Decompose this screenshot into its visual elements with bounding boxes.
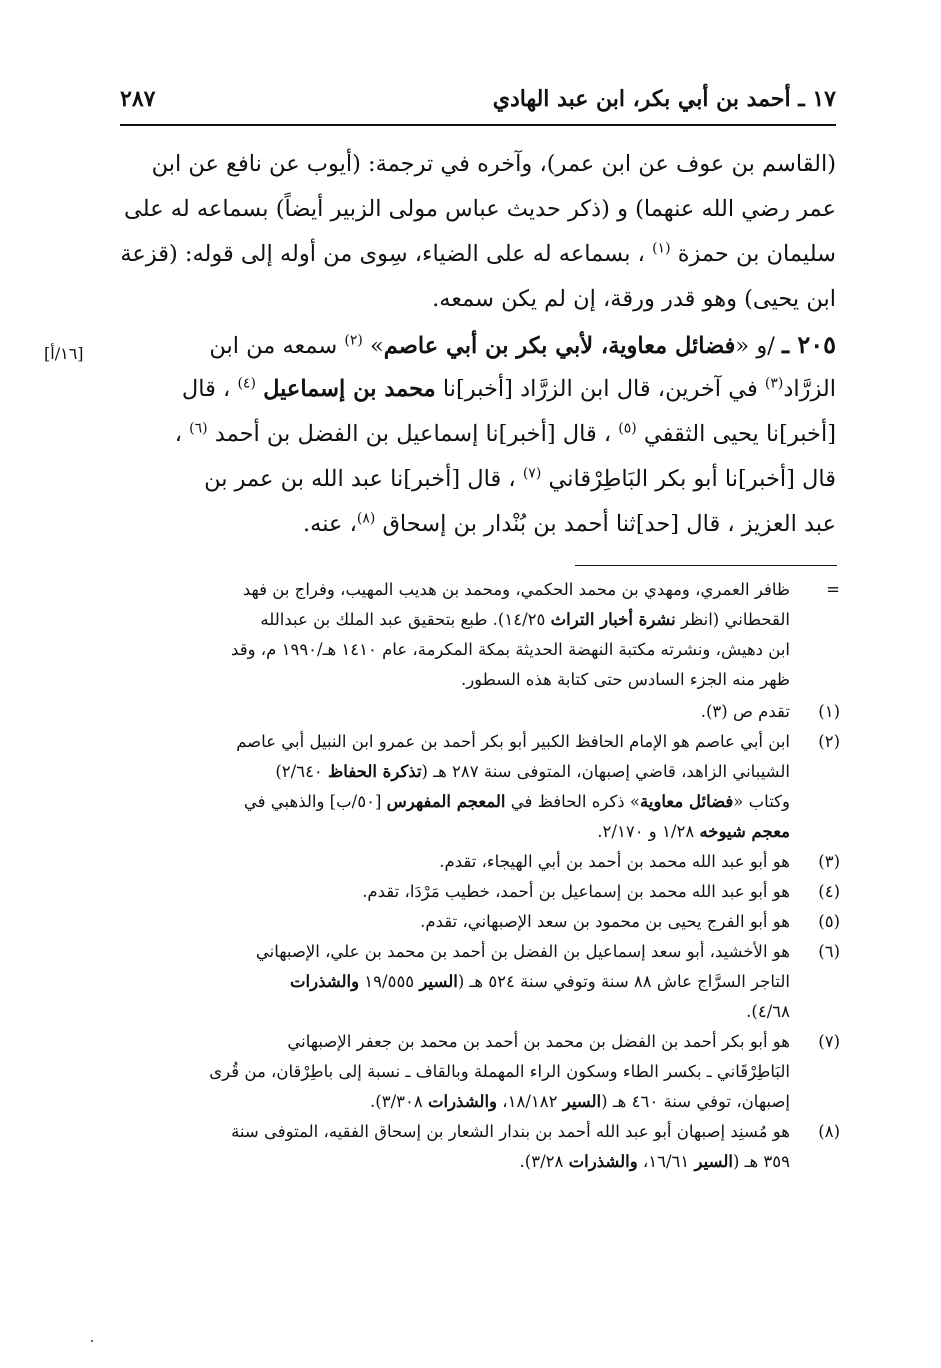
footnote-text	[140, 1027, 790, 1117]
running-header	[120, 80, 836, 120]
text-segment: ١٩/٥٥٥	[359, 972, 420, 991]
margin-folio-note: [١٦/أ]	[44, 344, 84, 363]
footnote-text	[140, 877, 790, 907]
text-segment: ، عنه.	[302, 511, 357, 537]
footnote-3	[140, 847, 840, 877]
footnote-line	[140, 605, 790, 635]
text-segment-bold: السير	[562, 1092, 602, 1111]
footnote-line: هو أبو عبد الله محمد بن أحمد بن أبي الهيجاء، تقدم.	[439, 852, 790, 871]
text-segment: ١٨/١٨٢،	[497, 1092, 563, 1111]
text-line	[140, 412, 836, 457]
text-segment-bold: فضائل معاوية	[640, 792, 734, 811]
text-segment-bold: والشذرات	[427, 1092, 498, 1111]
text-segment: ٢/٦٤٠)	[275, 762, 329, 781]
text-segment: ١٤/٢٥). طبع بتحقيق عبد الملك بن عبدالله	[260, 610, 551, 629]
footnote-number: (١)	[818, 702, 840, 721]
text-line	[140, 277, 836, 322]
footnote-1	[140, 697, 840, 727]
text-line	[140, 367, 836, 412]
footnote-ref-8[interactable]: (٨)	[356, 510, 376, 527]
footnote-line	[140, 757, 790, 787]
text-segment-bold: والشذرات	[290, 972, 360, 991]
footnote-ref-2[interactable]: (٢)	[344, 332, 363, 349]
text-line-content: عمر رضي الله عنهما) و (ذكر حديث عباس مولى الزبير أيضاً) بسماعه له على	[124, 196, 836, 222]
entry-number: ٢٠٥ ـ	[781, 330, 836, 359]
text-line	[140, 457, 836, 502]
footnote-line: هو مُسنِد إصبهان أبو عبد الله أحمد بن بندار الشعار بن إسحاق الفقيه، المتوفى سنة	[231, 1122, 790, 1141]
text-segment: [٥٠/ب] والذهبي في	[243, 792, 387, 811]
text-segment: في آخرين، قال ابن الزرَّاد [أخبر]نا	[442, 376, 758, 402]
footnote-line: ابن أبي عاصم هو الإمام الحافظ الكبير أبو بكر أحمد بن عمرو ابن النبيل أبي عاصم	[236, 732, 790, 751]
text-segment-bold: المعجم المفهرس	[386, 792, 506, 811]
footnote-number: (٢)	[818, 732, 840, 751]
footnote-text	[140, 907, 790, 937]
footnote-number: (٦)	[818, 942, 840, 961]
footnote-line: هو الأخشيد، أبو سعد إسماعيل بن الفضل بن أحمد بن محمد بن علي، الإصبهاني	[255, 942, 790, 961]
footnote-6	[140, 937, 840, 1027]
text-segment: » ذكره الحافظ في	[505, 792, 640, 811]
text-segment: /و «	[735, 333, 775, 359]
text-segment: سليمان بن حمزة	[677, 241, 836, 267]
text-segment: ، بسماعه له على الضياء، سِوى من أوله إلى قوله: (قزعة	[120, 241, 645, 267]
text-line-content: (القاسم بن عوف عن ابن عمر)، وآخره في ترجمة: (أيوب عن نافع عن ابن	[151, 151, 836, 177]
text-segment: إصبهان، توفي سنة ٤٦٠ هـ (	[601, 1092, 790, 1111]
text-segment-bold: معجم شيوخه	[699, 822, 790, 841]
header-title: ١٧ ـ أحمد بن أبي بكر، ابن عبد الهادي	[492, 86, 836, 112]
footnote-4	[140, 877, 840, 907]
footnote-text	[140, 937, 790, 1027]
text-segment: [أخبر]نا يحيى الثقفي	[643, 421, 836, 447]
text-segment: القحطاني (انظر	[675, 610, 790, 629]
footnote-ref-6[interactable]: (٦)	[189, 420, 208, 437]
footnote-line: ظهر منه الجزء السادس حتى كتابة هذه السطور.	[460, 670, 790, 689]
text-segment: ١٦/٦١،	[637, 1152, 695, 1171]
footnote-text	[140, 727, 790, 847]
footnote-line: ظافر العمري، ومهدي بن محمد الحكمي، ومحمد بن هديب المهيب، وفراج بن فهد	[242, 580, 790, 599]
book-title: فضائل معاوية، لأبي بكر بن أبي عاصم	[383, 333, 736, 359]
text-segment: عبد العزيز ، قال [حد]ثنا أحمد بن بُنْدار بن إسحاق	[382, 511, 836, 537]
text-segment: وكتاب «	[733, 792, 790, 811]
footnote-line	[140, 1147, 790, 1177]
text-segment: قال [أخبر]نا أبو بكر البَاطِرْقاني	[548, 466, 836, 492]
footnote-text	[140, 1117, 790, 1177]
footnote-ref-7[interactable]: (٧)	[522, 465, 542, 482]
text-segment-bold: السير	[419, 972, 458, 991]
footnote-number: (٧)	[818, 1032, 840, 1051]
text-line-content: ابن يحيى) وهو قدر ورقة، إن لم يكن سمعه.	[432, 286, 836, 312]
page-number: ٢٨٧	[120, 86, 156, 112]
text-segment-bold: محمد بن إسماعيل	[263, 376, 436, 402]
text-segment: ، قال [أخبر]نا عبد الله بن عمر بن	[204, 466, 516, 492]
text-segment-bold: تذكرة الحفاظ	[328, 762, 422, 781]
footnote-line: هو أبو عبد الله محمد بن إسماعيل بن أحمد، خطيب مَرْدَا، تقدم.	[362, 882, 790, 901]
text-segment: ٣/٣٠٨).	[370, 1092, 428, 1111]
footnote-line: هو أبو الفرج يحيى بن محمود بن سعد الإصبهاني، تقدم.	[420, 912, 790, 931]
footnote-5	[140, 907, 840, 937]
main-text	[120, 142, 836, 547]
footnote-number: (٨)	[818, 1122, 840, 1141]
text-segment: سمعه من ابن	[209, 333, 338, 359]
text-segment: الزرَّاد	[783, 376, 836, 402]
footnote-separator	[575, 565, 837, 566]
footnote-ref-5[interactable]: (٥)	[618, 420, 637, 437]
text-segment-bold: نشرة أخبار التراث	[550, 610, 676, 629]
footnote-2	[140, 727, 840, 847]
footnote-ref-1[interactable]: (١)	[652, 240, 671, 257]
footnote-line: تقدم ص (٣).	[700, 702, 790, 721]
footnote-number: =	[826, 580, 840, 599]
footnote-8	[140, 1117, 840, 1177]
footnote-number: (٥)	[818, 912, 840, 931]
text-segment: »	[370, 333, 384, 359]
footnote-line	[140, 1087, 790, 1117]
text-line	[120, 232, 836, 277]
text-segment: ، قال [أخبر]نا إسماعيل بن الفضل بن أحمد	[214, 421, 612, 447]
footnote-number: (٤)	[818, 882, 840, 901]
footnote-line: هو أبو بكر أحمد بن الفضل بن محمد بن أحمد بن محمد بن جعفر الإصبهاني	[287, 1032, 790, 1051]
footnote-line: ٤/٦٨).	[746, 1002, 790, 1021]
footnote-ref-3[interactable]: (٣)	[764, 375, 784, 392]
footnote-line: ابن دهيش، ونشرته مكتبة النهضة الحديثة بمكة المكرمة، عام ١٤١٠ هـ/١٩٩٠ م، وقد	[231, 640, 790, 659]
footnotes	[140, 575, 840, 1177]
text-segment-bold: السير	[694, 1152, 733, 1171]
text-line	[140, 502, 836, 547]
entry-heading-line	[140, 322, 836, 367]
text-segment: ،	[174, 421, 182, 447]
footnote-number: (٣)	[818, 852, 840, 871]
text-line	[124, 187, 836, 232]
footnote-line	[140, 967, 790, 997]
footnote-line: البَاطِرْقَاني ـ بكسر الطاء وسكون الراء المهملة وبالقاف ـ نسبة إلى باطِرْقان، من قُرى	[209, 1062, 790, 1081]
text-segment: ، قال	[181, 376, 231, 402]
text-segment: ٣/٢٨).	[519, 1152, 569, 1171]
footnote-7	[140, 1027, 840, 1117]
header-rule	[120, 124, 836, 126]
footnote-ref-4[interactable]: (٤)	[237, 375, 256, 392]
text-segment: الشيباني الزاهد، قاضي إصبهان، المتوفى سنة ٢٨٧ هـ (	[421, 762, 790, 781]
footnote-line	[140, 787, 790, 817]
footnote-text	[140, 575, 790, 695]
text-segment: ٣٥٩ هـ (	[732, 1152, 790, 1171]
text-line	[140, 142, 836, 187]
scan-speck	[91, 1340, 93, 1342]
text-segment: ١/٢٨ و ٢/١٧٠.	[597, 822, 700, 841]
footnote-text	[140, 847, 790, 877]
footnote-continuation	[140, 575, 840, 695]
text-segment-bold: والشذرات	[568, 1152, 638, 1171]
text-segment: التاجر السرَّاج عاش ٨٨ سنة وتوفي سنة ٥٢٤ هـ (	[457, 972, 790, 991]
footnote-line	[140, 817, 790, 847]
footnote-text	[140, 697, 790, 727]
